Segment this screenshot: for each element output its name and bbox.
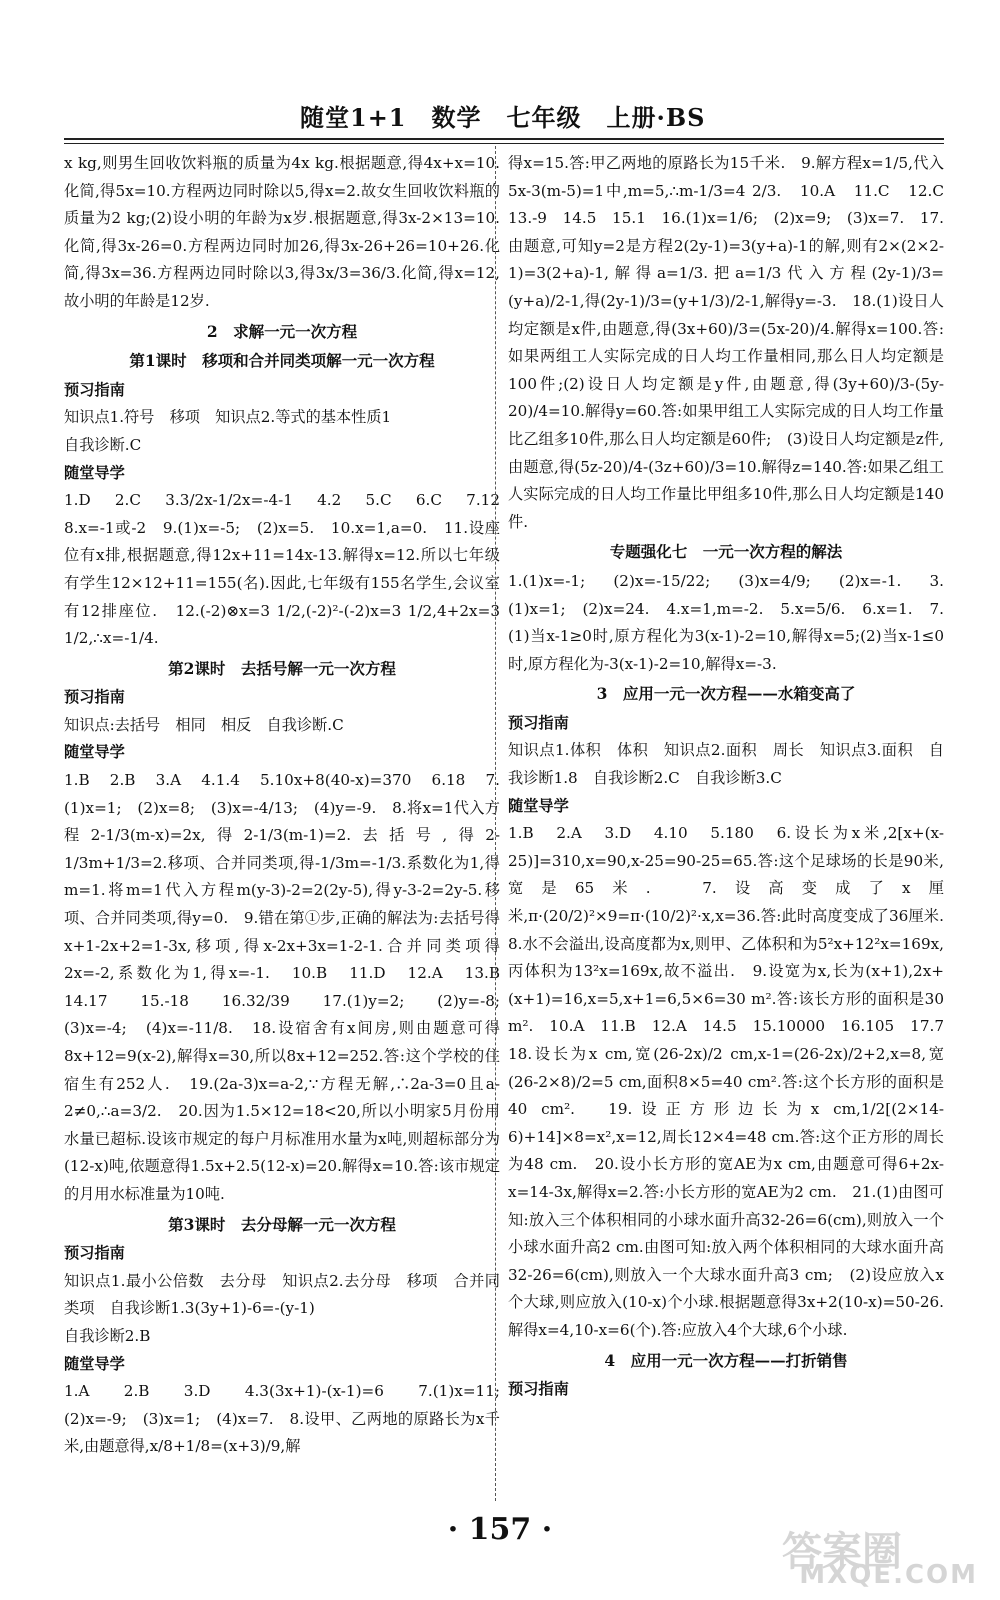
s1-preview-label: 预习指南 — [64, 380, 125, 399]
page-header: 随堂1+1 数学 七年级 上册·BS — [300, 103, 706, 132]
r3-body: 1.B 2.A 3.D 4.10 5.180 6.设长为x米,2[x+(x-25)]=310,x=90,x-25=90-25=65.答:这个足球场的长是90米,宽是65米. 7.设高变成了x厘米,π·(20/2)²×9=π·(10/2)²·x,x=36.答:此时高度变成了36厘米. 8.水不会溢出,设高度都为x,则甲、乙体积和为5²x+12²x=169x,丙体积为13²x=169x,故不溢出. 9.设宽为x,长为(x+1),2x+(x+1)=16,x=5,x+1=6,5×6=30 m².答:该长方形的面积是30 m². 10.A 11.B 12.A 14.5 15.10000 16.105 17.7 18.设长为x cm,宽(26-2x)/2 cm,x-1=(26-2x)/2+2,x=8,宽(26-2×8)/2=5 cm,面积8×5=40 cm².答:这个长方形的面积是40 cm². 19.设正方形边长为x cm,1/2[(2×14-6)+14]×8=x²,x=12,周长12×4=48 cm.答:这个正方形的周长为48 cm. 20.设小长方形的宽AE为x cm,由题意可得6+2x-x=14-3x,解得x=2.答:小长方形的宽AE为2 cm. 21.(1)由图可知:放入三个体积相同的小球水面升高32-26=6(cm),则放入一个小球水面升高2 cm.由图可知:放入两个体积相同的大球水面升高32-26=6(cm),则放入一个大球水面升高3 cm; (2)设应放入x个大球,则应放入(10-x)个小球.根据题意得3x+2(10-x)=50-26.解得x=4,10-x=6(个).答:应放入4个大球,6个小球. — [508, 824, 944, 1339]
section-heading-4: 4 应用一元一次方程——打折销售 — [604, 1350, 848, 1370]
s2-preview-text: 知识点:去括号 相同 相反 自我诊断.C — [64, 715, 344, 734]
page-number: · 157 · — [447, 1512, 553, 1547]
s3-preview-label: 预习指南 — [64, 1244, 125, 1263]
s1-body: 1.D 2.C 3.3/2x-1/2x=-4-1 4.2 5.C 6.C 7.12 8.x=-1或-2 9.(1)x=-5; (2)x=5. 10.x=1,a=0. 11.设座位有x排,根据题意,得12x+11=14x-13.解得x=12.所以七年级有学生12×12+11=155(名).因此,七年级有155名学生,会议室有12排座位. 12.(-2)⊗x=3 1/2,(-2)²-(-2)x=3 1/2,4+2x=3 1/2,∴x=-1/4. — [64, 491, 500, 648]
special-topic-heading: 专题强化七 一元一次方程的解法 — [609, 542, 843, 562]
left-column — [64, 150, 500, 1495]
s2-body: 1.B 2.B 3.A 4.1.4 5.10x+8(40-x)=370 6.18 7.(1)x=1; (2)x=8; (3)x=-4/13; (4)y=-9. 8.将x=1代入方程2-1/3(m-x)=2x,得2-1/3(m-1)=2.去括号,得2-1/3m+1/3=2.移项、合并同类项,得-1/3m=-1/3.系数化为1,得m=1.将m=1代入方程m(y-3)-2=2(2y-5),得y-3-2=2y-5.移项、合并同类项,得y=0. 9.错在第①步,正确的解法为:去括号得x+1-2x+2=1-3x,移项,得x-2x+3x=1-2-1.合并同类项得2x=-2,系数化为1,得x=-1. 10.B 11.D 12.A 13.B 14.17 15.-18 16.32/39 17.(1)y=2; (2)y=-8; (3)x=-4; (4)x=-11/8. 18.设宿舍有x间房,则由题意可得8x+12=9(x-2),解得x=30,所以8x+12=252.答:这个学校的住宿生有252人. 19.(2a-3)x=a-2,∵方程无解,∴2a-3=0且a-2≠0,∴a=3/2. 20.因为1.5×12=18<20,所以小明家5月份用水量已超标.设该市规定的每户月标准用水量为x吨,则超标部分为(12-x)吨,依题意得1.5x+2.5(12-x)=20.解得x=10.答:该市规定的月用水标准量为10吨. — [64, 771, 500, 1203]
r3-preview-label: 预习指南 — [508, 713, 569, 732]
s2-preview-label: 预习指南 — [64, 688, 125, 707]
right-column — [508, 150, 944, 1495]
lesson-heading-1: 第1课时 移项和合并同类项解一元一次方程 — [129, 351, 435, 371]
r3-preview-text: 知识点1.体积 体积 知识点2.面积 周长 知识点3.面积 自我诊断1.8 自我诊断2.C 自我诊断3.C — [508, 741, 944, 788]
lesson-heading-2: 第2课时 去括号解一元一次方程 — [168, 658, 396, 678]
watermark-cn: 答案圈 — [782, 1529, 902, 1575]
s1-preview-text: 知识点1.符号 移项 知识点2.等式的基本性质1 — [64, 408, 392, 427]
section-heading-3: 3 应用一元一次方程——水箱变高了 — [596, 684, 856, 704]
watermark-logo — [782, 1520, 982, 1590]
intro-paragraph: x kg,则男生回收饮料瓶的质量为4x kg.根据题意,得4x+x=10.化简,得5x=10.方程两边同时除以5,得x=2.故女生回收饮料瓶的质量为2 kg;(2)设小明的年龄为x岁.根据题意,得3x-2×13=10.化简,得3x-26=0.方程两边同时加26,得3x-26+26=10+26.化简,得3x=36.方程两边同时除以3,得3x/3=36/3.化简,得x=12,故小明的年龄是12岁. — [64, 154, 500, 310]
s3-self-check: 自我诊断2.B — [64, 1326, 151, 1345]
section-heading-2: 2 求解一元一次方程 — [206, 321, 358, 341]
s1-guide-label: 随堂导学 — [64, 463, 125, 482]
right-top-answers: 得x=15.答:甲乙两地的原路长为15千米. 9.解方程x=1/5,代入5x-3(m-5)=1中,m=5,∴m-1/3=4 2/3. 10.A 11.C 12.C 13.-9 14.5 15.1 16.(1)x=1/6; (2)x=9; (3)x=7. 17.由题意,可知y=2是方程2(2y-1)=3(y+a)-1的解,则有2×(2×2-1)=3(2+a)-1,解得a=1/3.把a=1/3代入方程(2y-1)/3=(y+a)/2-1,得(2y-1)/3=(y+1/3)/2-1,解得y=-3. 18.(1)设日人均定额是x件,由题意,得(3x+60)/3=(5x-20)/4.解得x=100.答:如果两组工人实际完成的日人均工作量相同,那么日人均定额是100件;(2)设日人均定额是y件,由题意,得(3y+60)/3-(5y-20)/4=10.解得y=60.答:如果甲组工人实际完成的日人均工作量比乙组多10件,那么日人均定额是60件; (3)设日人均定额是z件,由题意,得(5z-20)/4-(3z+60)/3=10.解得z=140.答:如果乙组工人实际完成的日人均工作量比甲组多10件,那么日人均定额是140件. — [508, 154, 944, 531]
column-divider — [495, 146, 496, 1501]
r4-preview-label: 预习指南 — [508, 1380, 569, 1399]
header-rule-thick — [64, 138, 944, 140]
lesson-heading-3: 第3课时 去分母解一元一次方程 — [168, 1214, 396, 1234]
watermark-en: MXQE.COM — [799, 1560, 978, 1590]
r3-guide-label: 随堂导学 — [508, 796, 569, 815]
s3-body: 1.A 2.B 3.D 4.3(3x+1)-(x-1)=6 7.(1)x=11; (2)x=-9; (3)x=1; (4)x=7. 8.设甲、乙两地的原路长为x千米,由题意得,x/8+1/8=(x+3)/9,解 — [64, 1382, 500, 1456]
s3-preview-text: 知识点1.最小公倍数 去分母 知识点2.去分母 移项 合并同类项 自我诊断1.3(3y+1)-6=-(y-1) — [64, 1271, 500, 1318]
s1-self-check: 自我诊断.C — [64, 435, 142, 454]
s2-guide-label: 随堂导学 — [64, 743, 125, 762]
header-rule-thin — [64, 143, 944, 144]
s3-guide-label: 随堂导学 — [64, 1354, 125, 1373]
special-topic-body: 1.(1)x=-1; (2)x=-15/22; (3)x=4/9; (2)x=-1. 3.(1)x=1; (2)x=24. 4.x=1,m=-2. 5.x=5/6. 6.x=1. 7.(1)当x-1≥0时,原方程化为3(x-1)-2=10,解得x=5;(2)当x-1≤0时,原方程化为-3(x-1)-2=10,解得x=-3. — [508, 571, 944, 673]
